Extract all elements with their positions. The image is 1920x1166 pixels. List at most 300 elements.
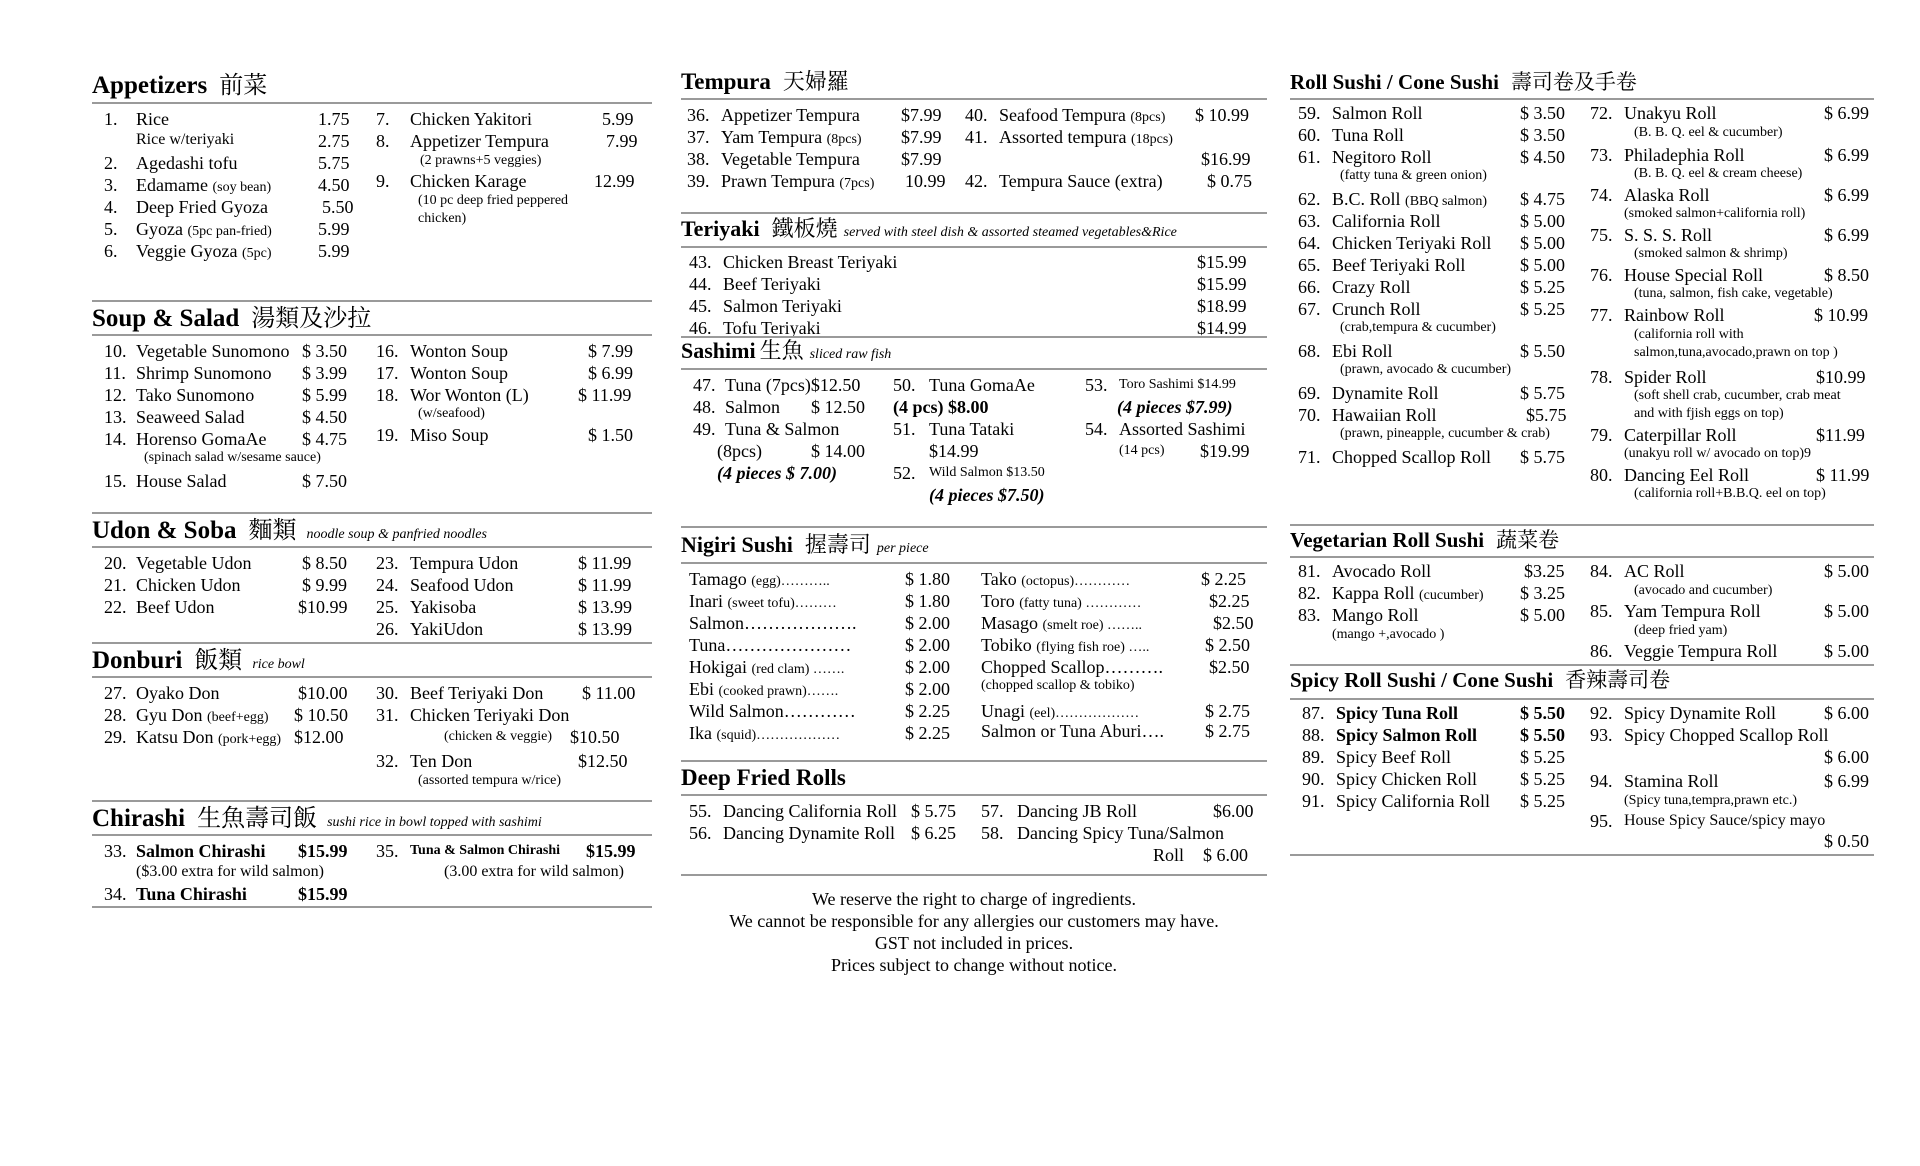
menu-item-price: $15.99 [298, 841, 348, 861]
menu-item-note: (2 prawns+5 veggies) [420, 153, 542, 168]
nigiri-item: Ebi (cooked prawn)……. [689, 679, 839, 699]
menu-item-name: Tempura Udon [410, 553, 519, 573]
menu-item-price: $ 5.50 [1520, 341, 1565, 361]
menu-item-name: AC Roll [1624, 561, 1685, 581]
menu-item-num: 3. [104, 175, 118, 195]
menu-item-num: 8. [376, 131, 390, 151]
menu-item-price: $ 5.25 [1520, 747, 1565, 767]
menu-item-num: 39. [687, 171, 710, 191]
menu-item-num: 26. [376, 619, 399, 639]
divider [681, 212, 1267, 214]
nigiri-item: Wild Salmon………… [689, 701, 856, 721]
menu-item-name: Rainbow Roll [1624, 305, 1725, 325]
menu-item-price: 7.99 [606, 131, 638, 151]
divider [681, 526, 1267, 528]
menu-item-name: Veggie Gyoza (5pc) [136, 241, 272, 261]
menu-item-num: 71. [1298, 447, 1321, 467]
menu-item-name: Vegetable Sunomono [136, 341, 290, 361]
nigiri-item: Unagi (eel)……………… [981, 701, 1140, 721]
nigiri-item: Tamago (egg)……….. [689, 569, 830, 589]
menu-item-name: Dancing California Roll [723, 801, 897, 821]
divider [1290, 664, 1874, 666]
menu-item-price: $ 5.75 [1520, 383, 1565, 403]
menu-item-name: Dynamite Roll [1332, 383, 1439, 403]
menu-item-name: Seafood Tempura (8pcs) [999, 105, 1166, 125]
menu-item-note: (Spicy tuna,tempra,prawn etc.) [1624, 793, 1797, 808]
menu-item-price: $12.00 [294, 727, 344, 747]
menu-item-price: $ 4.75 [302, 429, 347, 449]
menu-item-num: 57. [981, 801, 1004, 821]
divider [92, 102, 652, 104]
section-title: Sashimi [681, 338, 756, 363]
sashimi-header [681, 340, 891, 362]
menu-item-price: $ 5.75 [911, 801, 956, 821]
menu-item-name: Spicy Chicken Roll [1336, 769, 1477, 789]
divider [681, 246, 1267, 248]
tempura-header [681, 70, 849, 93]
section-note: rice bowl [252, 657, 305, 672]
menu-item-price: $14.99 [1197, 318, 1247, 338]
menu-item-num: 49. [693, 419, 716, 439]
menu-item-name: Yakisoba [410, 597, 477, 617]
menu-item-name: Mango Roll [1332, 605, 1419, 625]
menu-item-name: Unakyu Roll [1624, 103, 1717, 123]
nigiri-item: Tobiko (flying fish roe) ….. [981, 635, 1150, 655]
menu-item-note: salmon,tuna,avocado,prawn on top ) [1634, 345, 1838, 360]
roll-header [1290, 72, 1637, 93]
menu-item-name: Salmon [725, 397, 781, 417]
menu-item-num: 92. [1590, 703, 1613, 723]
menu-item-name: Vegetable Tempura [721, 149, 860, 169]
deep-fried-header [681, 766, 846, 789]
menu-item-note: (3.00 extra for wild salmon) [444, 863, 624, 880]
menu-item-name: Appetizer Tempura [721, 105, 860, 125]
menu-item-name: Dancing Spicy Tuna/Salmon [1017, 823, 1225, 843]
menu-item-price: $ 3.99 [302, 363, 347, 383]
menu-item-name: Rice [136, 109, 169, 129]
menu-item-price: $15.99 [1197, 274, 1247, 294]
menu-item: 1. [104, 109, 118, 129]
menu-item-name: Caterpillar Roll [1624, 425, 1737, 445]
section-note: per piece [876, 541, 929, 556]
menu-item-note: ($3.00 extra for wild salmon) [136, 863, 324, 880]
menu-item-num: 91. [1302, 791, 1325, 811]
menu-item-price: $7.99 [901, 127, 942, 147]
section-title-zh: 香辣壽司卷 [1565, 668, 1671, 692]
menu-item-price: $ 3.25 [1520, 583, 1565, 603]
menu-item-price: $6.00 [1213, 801, 1254, 821]
menu-item-num: 13. [104, 407, 127, 427]
section-title-zh: 壽司卷及手卷 [1510, 70, 1637, 94]
menu-item-price: $ 4.75 [1520, 189, 1565, 209]
menu-item-price: $16.99 [1201, 149, 1251, 169]
menu-item-note: and with fjish eggs on top) [1634, 406, 1784, 421]
menu-item-num: 15. [104, 471, 127, 491]
menu-item-price: $ 5.00 [1520, 233, 1565, 253]
nigiri-item: Salmon………………. [689, 613, 857, 633]
divider [1290, 98, 1874, 100]
menu-item-num: 62. [1298, 189, 1321, 209]
menu-item-num: 23. [376, 553, 399, 573]
menu-item-num: 93. [1590, 725, 1613, 745]
menu-item-name: Salmon Roll [1332, 103, 1423, 123]
tempura-section [681, 70, 1267, 200]
menu-item-price: $ 13.99 [578, 619, 632, 639]
menu-item-price: $ 3.50 [1520, 103, 1565, 123]
nigiri-item: Inari (sweet tofu)……… [689, 591, 837, 611]
menu-item-num: 70. [1298, 405, 1321, 425]
nigiri-price: $ 2.25 [1201, 569, 1246, 589]
menu-item-price: $14.99 [929, 441, 979, 461]
nigiri-item: Salmon or Tuna Aburi…. [981, 721, 1165, 741]
menu-item-num: 41. [965, 127, 988, 147]
nigiri-note: (chopped scallop & tobiko) [981, 678, 1135, 693]
section-title: Spicy Roll Sushi / Cone Sushi [1290, 668, 1554, 692]
nigiri-price: $2.50 [1209, 657, 1250, 677]
menu-item-name: Deep Fried Gyoza [136, 197, 268, 217]
menu-item-price: 5.75 [318, 153, 350, 173]
chirashi-section [92, 800, 652, 910]
menu-item-note: (fatty tuna & green onion) [1340, 168, 1487, 183]
menu-item-price: $ 1.50 [588, 425, 633, 445]
menu-item-name: Vegetable Udon [136, 553, 252, 573]
menu-item-num: 74. [1590, 185, 1613, 205]
menu-item-price: $15.99 [298, 884, 348, 904]
menu-item-num: 95. [1590, 811, 1613, 831]
menu-item-num: 88. [1302, 725, 1325, 745]
menu-item-note: (B. B. Q. eel & cream cheese) [1634, 166, 1803, 181]
menu-item-name: Wor Wonton (L) [410, 385, 529, 405]
menu-item-price: $7.99 [901, 105, 942, 125]
menu-item-price: $ 6.99 [1824, 103, 1869, 123]
menu-item-name: Chicken Teriyaki Don [410, 705, 570, 725]
donburi-header [92, 648, 305, 673]
menu-item-name: B.C. Roll (BBQ salmon) [1332, 189, 1488, 209]
menu-item-name: Wild Salmon $13.50 [929, 465, 1045, 480]
menu-item-name: Dancing Dynamite Roll [723, 823, 895, 843]
menu-item-name: Assorted tempura (18pcs) [999, 127, 1173, 147]
menu-item-note: (assorted tempura w/rice) [418, 773, 562, 788]
menu-item-name: Hawaiian Roll [1332, 405, 1437, 425]
menu-item-price: $ 12.50 [811, 397, 865, 417]
menu-item-num: 45. [689, 296, 712, 316]
menu-item-num: 55. [689, 801, 712, 821]
menu-item-price: $ 6.99 [1824, 771, 1869, 791]
sashimi-section [681, 336, 1267, 516]
menu-item-price: $15.99 [586, 841, 636, 861]
section-title: Teriyaki [681, 216, 760, 241]
menu-item-name: Chicken Teriyaki Roll [1332, 233, 1492, 253]
menu-item-name: Salmon Chirashi [136, 841, 266, 861]
menu-item-price: $ 5.00 [1520, 255, 1565, 275]
menu-item-price: $ 8.50 [1824, 265, 1869, 285]
menu-item-num: 9. [376, 171, 390, 191]
divider [681, 794, 1267, 796]
divider [92, 642, 652, 644]
menu-item-price: $10.99 [1816, 367, 1866, 387]
menu-item-note: (california roll+B.B.Q. eel on top) [1634, 486, 1826, 501]
menu-item-note: (B. B. Q. eel & cucumber) [1634, 125, 1783, 140]
roll-sushi-section [1290, 70, 1874, 510]
nigiri-price: $ 2.00 [905, 679, 950, 699]
menu-item-price: $ 5.00 [1824, 601, 1869, 621]
menu-item-num: 43. [689, 252, 712, 272]
menu-item-name: Ten Don [410, 751, 473, 771]
teriyaki-section [681, 212, 1267, 342]
menu-item-name: Chicken Udon [136, 575, 241, 595]
notice-line: GST not included in prices. [874, 933, 1074, 953]
menu-item-num: 4. [104, 197, 118, 217]
divider [1290, 854, 1874, 856]
divider [92, 676, 652, 678]
menu-item-note: chicken) [418, 211, 467, 226]
menu-item-name: Alaska Roll [1624, 185, 1710, 205]
nigiri-item: Tuna………………… [689, 635, 852, 655]
menu-item-name: Spicy Chopped Scallop Roll [1624, 725, 1829, 745]
menu-item-num: 19. [376, 425, 399, 445]
menu-item-num: 35. [376, 841, 399, 861]
menu-item-num: 28. [104, 705, 127, 725]
menu-item-price: $3.25 [1524, 561, 1565, 581]
menu-item-name: Negitoro Roll [1332, 147, 1432, 167]
menu-item-num: 50. [893, 375, 916, 395]
menu-item-num: 75. [1590, 225, 1613, 245]
menu-item-num: 59. [1298, 103, 1321, 123]
divider [681, 874, 1267, 876]
section-title-zh: 湯類及沙拉 [251, 306, 372, 332]
menu-item-name: Wonton Soup [410, 341, 509, 361]
section-title-zh: 前菜 [219, 73, 268, 99]
menu-item-name: Gyu Don (beef+egg) [136, 705, 269, 725]
menu-item-name: Assorted Sashimi [1119, 419, 1246, 439]
menu-item-num: 65. [1298, 255, 1321, 275]
menu-item-note: (mango +,avocado ) [1332, 627, 1445, 642]
section-title-zh: 生魚 [759, 338, 804, 363]
udon-header [92, 518, 487, 543]
menu-item-num: 52. [893, 463, 916, 483]
menu-item-price: $11.99 [1816, 425, 1865, 445]
menu-item-num: 94. [1590, 771, 1613, 791]
section-title: Soup & Salad [92, 305, 240, 332]
menu-item-price: $ 13.99 [578, 597, 632, 617]
section-title-zh: 生魚壽司飯 [197, 806, 318, 832]
menu-item-num: 80. [1590, 465, 1613, 485]
menu-item-num: 12. [104, 385, 127, 405]
menu-item-name: Spider Roll [1624, 367, 1707, 387]
menu-item-name: Avocado Roll [1332, 561, 1432, 581]
section-title: Appetizers [92, 72, 208, 99]
menu-item-price: $ 5.25 [1520, 277, 1565, 297]
divider [1290, 556, 1874, 558]
menu-item-price: $ 7.50 [302, 471, 347, 491]
menu-item-name: Seaweed Salad [136, 407, 245, 427]
menu-item-note: (smoked salmon+california roll) [1624, 206, 1806, 221]
menu-item-num: 16. [376, 341, 399, 361]
menu-item-offer: (4 pieces $7.50) [929, 485, 1045, 505]
soup-salad-section [92, 300, 652, 500]
menu-item-price: $ 5.99 [302, 385, 347, 405]
menu-item-price: $10.99 [298, 597, 348, 617]
menu-item-num: 34. [104, 884, 127, 904]
menu-item-price: $ 5.00 [1520, 605, 1565, 625]
menu-item-num: 33. [104, 841, 127, 861]
menu-item-price: $10.50 [570, 727, 620, 747]
nigiri-price: $ 2.25 [905, 701, 950, 721]
section-title: Vegetarian Roll Sushi [1290, 528, 1485, 552]
soup-salad-header [92, 306, 371, 331]
menu-item-num: 21. [104, 575, 127, 595]
menu-item-price: $ 10.99 [1814, 305, 1868, 325]
menu-item-num: 51. [893, 419, 916, 439]
section-title-zh: 麵類 [248, 518, 297, 544]
menu-item-name: Veggie Tempura Roll [1624, 641, 1778, 661]
menu-item-name: Beef Teriyaki Don [410, 683, 544, 703]
section-title-zh: 天婦羅 [782, 69, 849, 94]
menu-item-qty: (8pcs) [717, 441, 762, 461]
menu-item-price: $ 14.00 [811, 441, 865, 461]
menu-item-num: 84. [1590, 561, 1613, 581]
divider [92, 906, 652, 908]
menu-item-num: 81. [1298, 561, 1321, 581]
menu-item-name: Tuna GomaAe [929, 375, 1035, 395]
notice-line: We reserve the right to charge of ingredients. [811, 889, 1137, 909]
menu-item-num: 53. [1085, 375, 1108, 395]
menu-item-num: 32. [376, 751, 399, 771]
menu-item-price: $5.75 [1526, 405, 1567, 425]
divider [681, 760, 1267, 762]
nigiri-price: $ 2.00 [905, 613, 950, 633]
menu-item-price: $ 6.99 [588, 363, 633, 383]
menu-item-num: 86. [1590, 641, 1613, 661]
menu-item-price: $ 10.99 [1195, 105, 1249, 125]
menu-item-note: (10 pc deep fried peppered [418, 193, 569, 208]
menu-item-num: 18. [376, 385, 399, 405]
menu-item-name: Miso Soup [410, 425, 489, 445]
section-title-zh: 鐵板燒 [771, 216, 838, 241]
section-note: sushi rice in bowl topped with sashimi [327, 815, 542, 830]
nigiri-item: Tako (octopus)………… [981, 569, 1131, 589]
nigiri-header [681, 534, 929, 556]
menu-item-name: House Special Roll [1624, 265, 1763, 285]
menu-item-num: 63. [1298, 211, 1321, 231]
menu-item-name: Dancing JB Roll [1017, 801, 1137, 821]
menu-item-price: $ 6.00 [1203, 845, 1248, 865]
section-note: served with steel dish & assorted steamed vegetables&Rice [843, 225, 1177, 240]
menu-item-name: Spicy California Roll [1336, 791, 1490, 811]
menu-item-note: (deep fried yam) [1634, 623, 1728, 638]
teriyaki-header [681, 218, 1177, 240]
nigiri-price: $ 2.00 [905, 635, 950, 655]
section-title-zh: 蔬菜卷 [1496, 528, 1560, 552]
menu-item-note: (soft shell crab, cucumber, crab meat [1634, 388, 1841, 403]
section-note: sliced raw fish [809, 347, 892, 362]
menu-item-qty: (14 pcs) [1119, 443, 1165, 458]
menu-item-price: $15.99 [1197, 252, 1247, 272]
menu-item-price: $ 5.25 [1520, 299, 1565, 319]
menu-item-name: Tuna (7pcs)$12.50 [725, 375, 861, 395]
menu-item-num: 47. [693, 375, 716, 395]
menu-item-num: 27. [104, 683, 127, 703]
menu-item-price: $7.99 [901, 149, 942, 169]
footer-notice [681, 888, 1267, 976]
menu-item-num: 58. [981, 823, 1004, 843]
spicy-header [1290, 670, 1670, 691]
menu-item-name: Beef Teriyaki Roll [1332, 255, 1466, 275]
section-title-zh: 飯類 [194, 648, 243, 674]
menu-item-num: 72. [1590, 103, 1613, 123]
menu-item-name: Stamina Roll [1624, 771, 1719, 791]
donburi-section [92, 642, 652, 792]
menu-item-num: 37. [687, 127, 710, 147]
menu-item-price: $12.50 [578, 751, 628, 771]
divider [1290, 524, 1874, 526]
menu-item-price: 4.50 [318, 175, 350, 195]
menu-item-name: Chicken Breast Teriyaki [723, 252, 898, 272]
menu-item-price: $ 7.99 [588, 341, 633, 361]
divider [92, 300, 652, 302]
menu-item-name: Ebi Roll [1332, 341, 1393, 361]
menu-item-num: 14. [104, 429, 127, 449]
menu-item-num: 42. [965, 171, 988, 191]
nigiri-price: $ 2.75 [1205, 721, 1250, 741]
menu-item-price: $ 4.50 [302, 407, 347, 427]
menu-item-name: Horenso GomaAe [136, 429, 267, 449]
menu-item-name: Appetizer Tempura [410, 131, 549, 151]
menu-item-name: Prawn Tempura (7pcs) [721, 171, 875, 191]
divider [92, 546, 652, 548]
section-title: Nigiri Sushi [681, 532, 793, 557]
menu-item-num: 76. [1590, 265, 1613, 285]
menu-item-name: Wonton Soup [410, 363, 509, 383]
menu-item-price: $ 5.25 [1520, 769, 1565, 789]
menu-item-num: 31. [376, 705, 399, 725]
nigiri-item: Hokigai (red clam) ……. [689, 657, 845, 677]
menu-item-price: $ 5.00 [1520, 211, 1565, 231]
menu-item-name: Gyoza (5pc pan-fried) [136, 219, 272, 239]
menu-item-name: Tempura Sauce (extra) [999, 171, 1163, 191]
menu-item-num: 11. [104, 363, 126, 383]
menu-item-num: 69. [1298, 383, 1321, 403]
menu-item-price: $ 0.50 [1824, 831, 1869, 851]
menu-item-price: $ 11.99 [1816, 465, 1870, 485]
menu-item-num: 38. [687, 149, 710, 169]
menu-item-name: Philadephia Roll [1624, 145, 1745, 165]
spicy-roll-section [1290, 664, 1874, 854]
menu-item-num: 89. [1302, 747, 1325, 767]
menu-item-price: 12.99 [594, 171, 635, 191]
menu-item-price: $10.00 [298, 683, 348, 703]
menu-item-num: 17. [376, 363, 399, 383]
menu-item-price: 5.99 [318, 241, 350, 261]
menu-item-note: (california roll with [1634, 327, 1744, 342]
menu-item-num: 44. [689, 274, 712, 294]
menu-item-offer: (4 pcs) $8.00 [893, 397, 989, 417]
menu-item-name: House Spicy Sauce/spicy mayo [1624, 812, 1826, 829]
notice-line: We cannot be responsible for any allergies our customers may have. [729, 911, 1219, 931]
menu-item-price: 5.99 [318, 219, 350, 239]
menu-item-num: 36. [687, 105, 710, 125]
menu-item-num: 85. [1590, 601, 1613, 621]
nigiri-price: $ 1.80 [905, 569, 950, 589]
menu-item-price: $ 9.99 [302, 575, 347, 595]
menu-item-name: Roll [1153, 845, 1185, 865]
menu-item-name: Chicken Yakitori [410, 109, 533, 129]
menu-item-price: $ 5.50 [1520, 725, 1565, 745]
menu-item-num: 6. [104, 241, 118, 261]
divider [92, 834, 652, 836]
udon-soba-section [92, 512, 652, 642]
menu-item-note: (crab,tempura & cucumber) [1340, 320, 1496, 335]
